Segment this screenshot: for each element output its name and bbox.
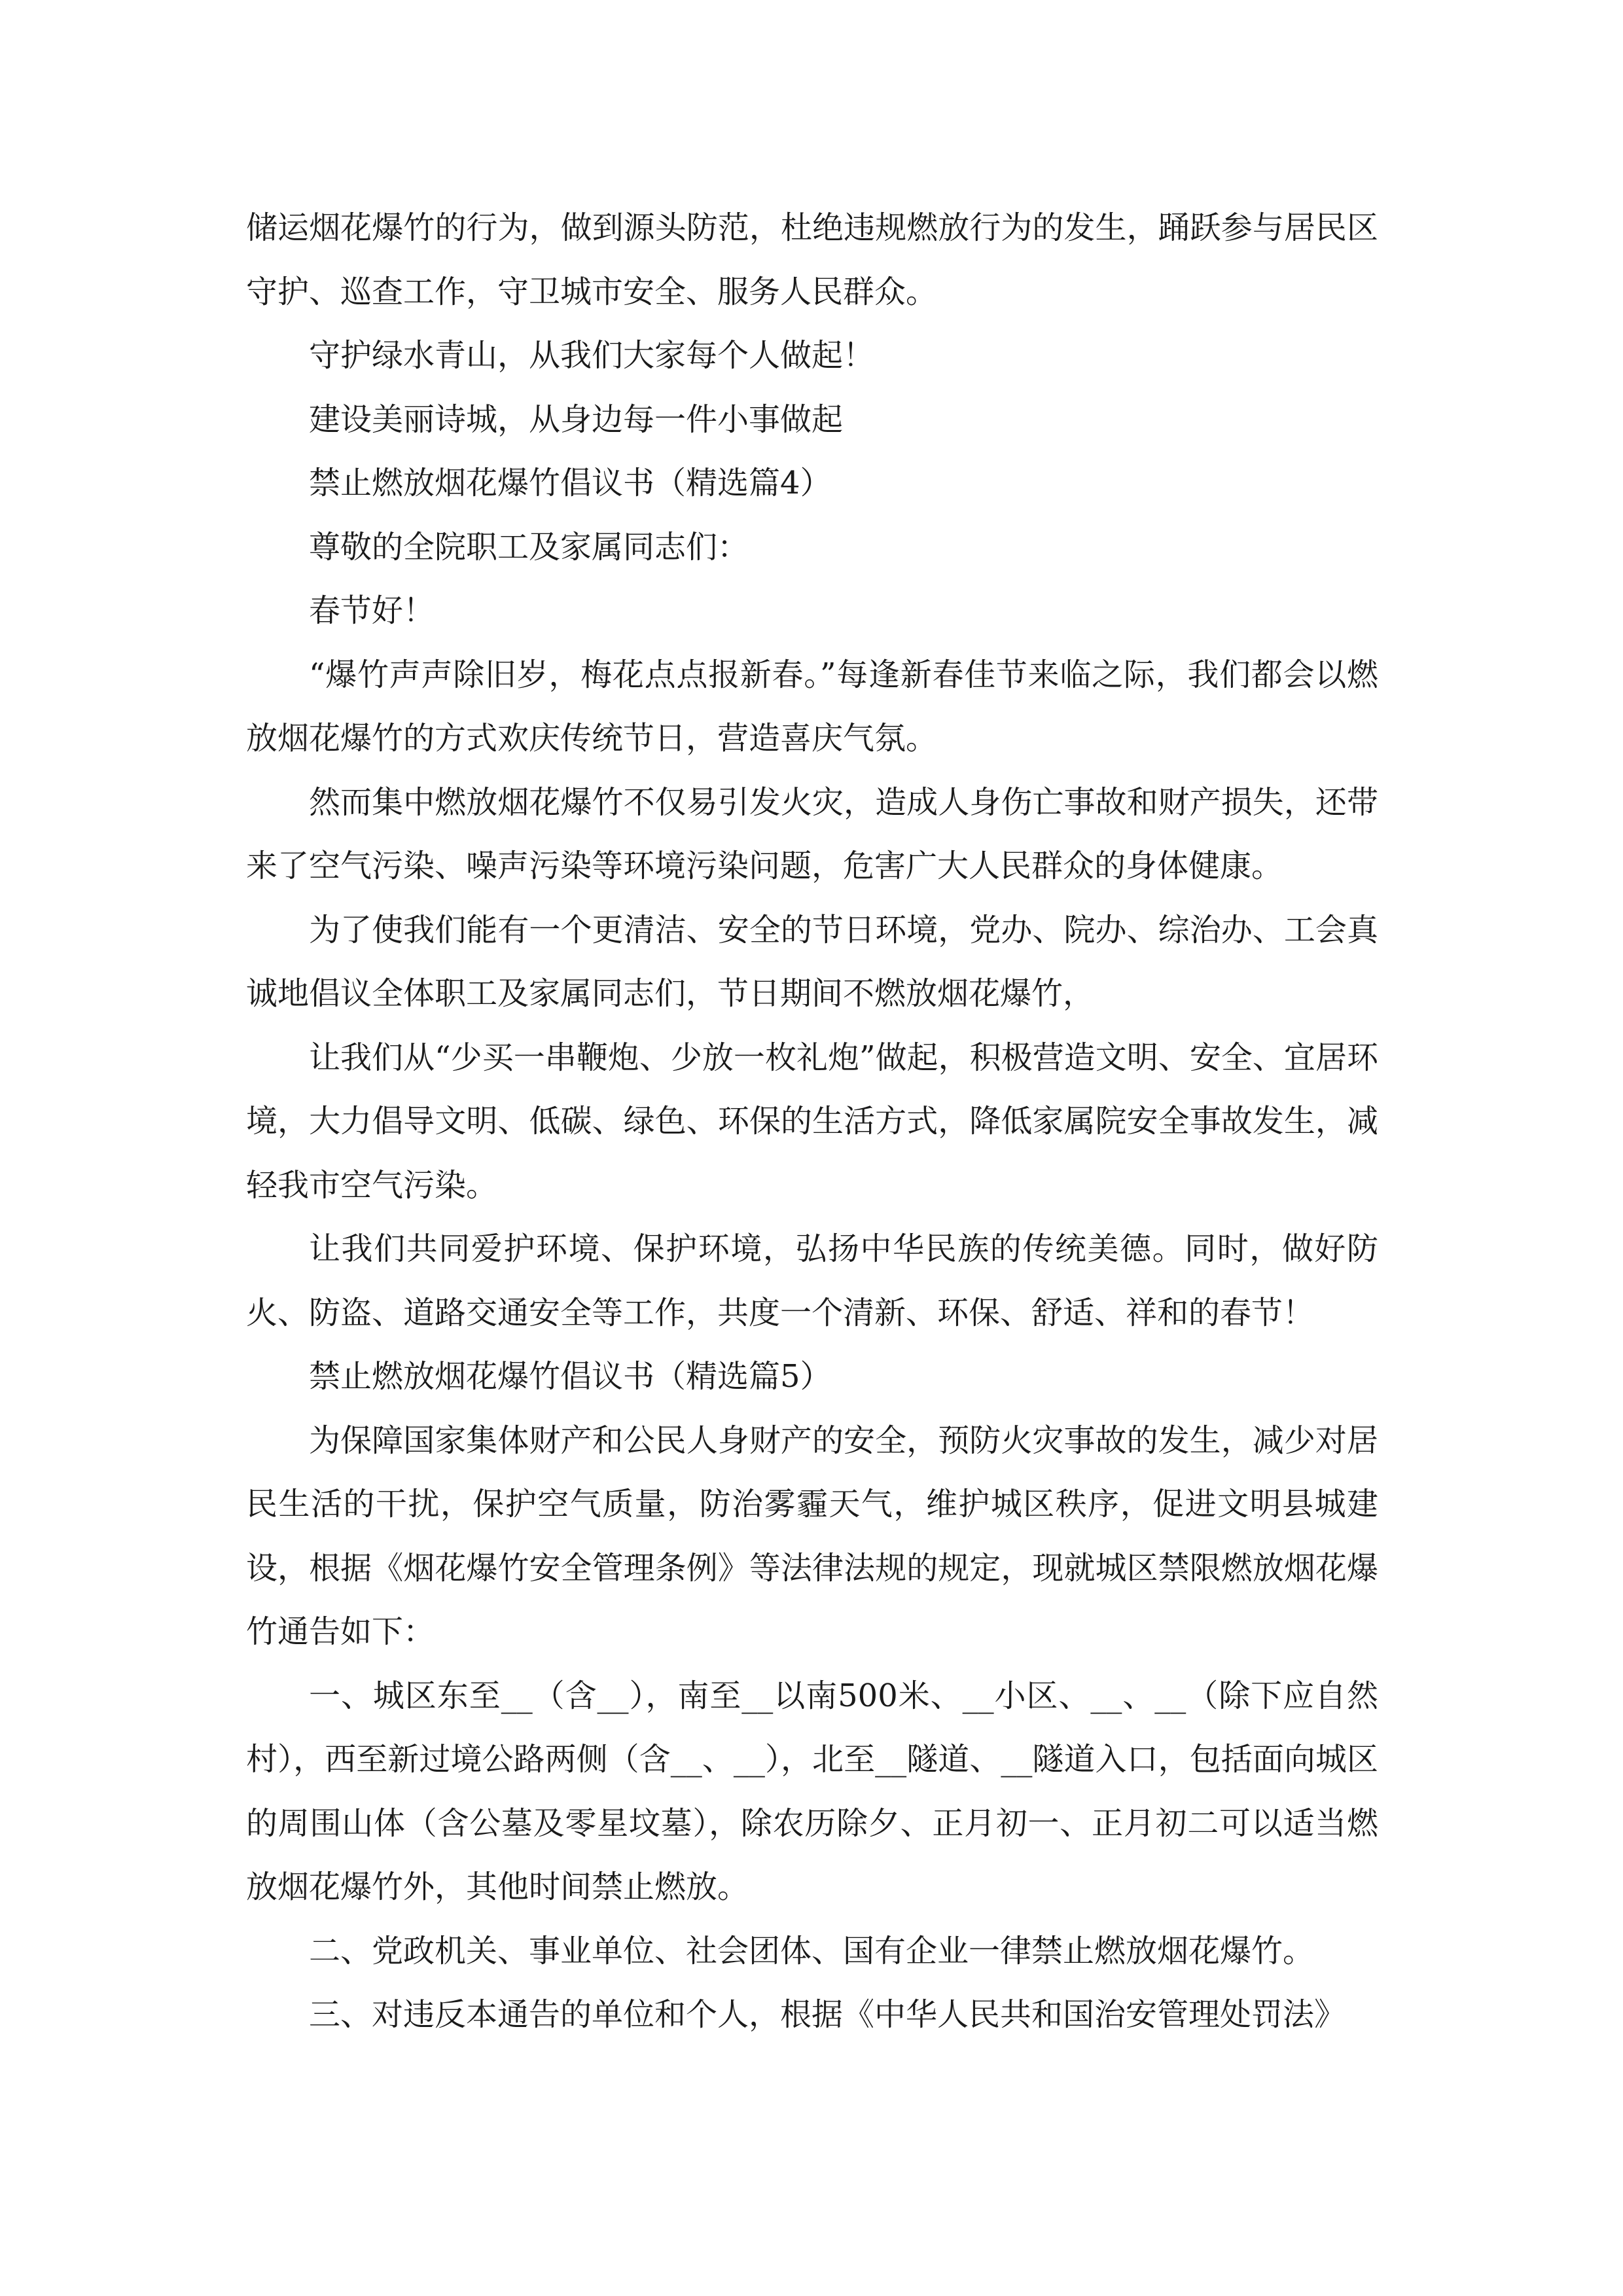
- paragraph-9: 为了使我们能有一个更清洁、安全的节日环境，党办、院办、综治办、工会真诚地倡议全体职工及家属同志们，节日期间不燃放烟花爆竹，: [246, 911, 1378, 1012]
- section-heading-4: 禁止燃放烟花爆竹倡议书（精选篇4）: [309, 465, 832, 501]
- section-heading-5: 禁止燃放烟花爆竹倡议书（精选篇5）: [309, 1358, 832, 1395]
- paragraph-16: 三、对违反本通告的单位和个人，根据《中华人民共和国治安管理处罚法》: [309, 1996, 1346, 2033]
- paragraph-2: 守护绿水青山，从我们大家每个人做起！: [309, 337, 875, 374]
- paragraph-10: 让我们从“少买一串鞭炮、少放一枚礼炮”做起，积极营造文明、安全、宜居环境，大力倡导文明、低碳、绿色、环保的生活方式，降低家属院安全事故发生，减轻我市空气污染。: [246, 1039, 1378, 1204]
- greeting: 春节好！: [309, 592, 435, 629]
- paragraph-11: 让我们共同爱护环境、保护环境，弘扬中华民族的传统美德。同时，做好防火、防盗、道路交通安全等工作，共度一个清新、环保、舒适、祥和的春节！: [246, 1230, 1378, 1331]
- paragraph-7: “爆竹声声除旧岁，梅花点点报新春。”每逢新春佳节来临之际，我们都会以燃放烟花爆竹的方式欢庆传统节日，营造喜庆气氛。: [246, 656, 1378, 757]
- paragraph-15: 二、党政机关、事业单位、社会团体、国有企业一律禁止燃放烟花爆竹。: [309, 1932, 1315, 1969]
- paragraph-1: 储运烟花爆竹的行为，做到源头防范，杜绝违规燃放行为的发生，踊跃参与居民区守护、巡查工作，守卫城市安全、服务人民群众。: [246, 209, 1378, 310]
- paragraph-13: 为保障国家集体财产和公民人身财产的安全，预防火灾事故的发生，减少对居民生活的干扰，保护空气质量，防治雾霾天气，维护城区秩序，促进文明县城建设，根据《烟花爆竹安全管理条例》等法律法规的规定，现就城区禁限燃放烟花爆竹通告如下：: [246, 1422, 1378, 1650]
- paragraph-3: 建设美丽诗城，从身边每一件小事做起: [309, 401, 844, 438]
- salutation: 尊敬的全院职工及家属同志们：: [309, 528, 749, 565]
- paragraph-8: 然而集中燃放烟花爆竹不仅易引发火灾，造成人身伤亡事故和财产损失，还带来了空气污染、噪声污染等环境污染问题，危害广大人民群众的身体健康。: [246, 783, 1378, 884]
- document-body: [246, 196, 1378, 2047]
- paragraph-14: 一、城区东至__（含__），南至__以南500米、__小区、__、__（除下应自然村），西至新过境公路两侧（含__、__），北至__隧道、__隧道入口，包括面向城区的周围山体（含公墓及零星坟墓），除农历除夕、正月初一、正月初二可以适当燃放烟花爆竹外，其他时间禁止燃放。: [246, 1677, 1378, 1905]
